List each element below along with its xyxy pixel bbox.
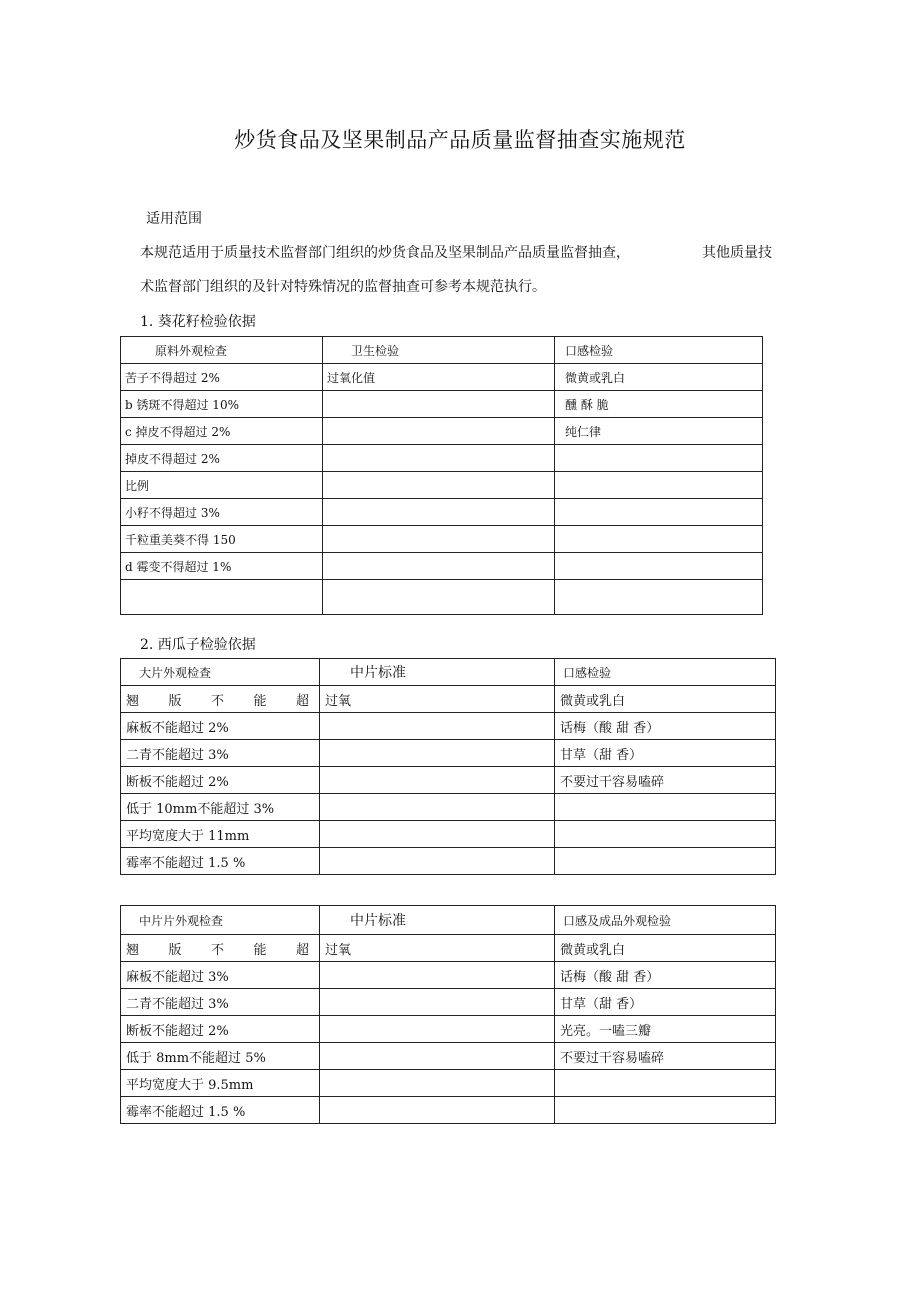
- table-cell: [555, 526, 763, 553]
- spread-char: 版: [168, 693, 182, 709]
- table-row: [121, 526, 763, 553]
- table-cell: 光亮。一嗑三瓣: [555, 1016, 776, 1043]
- medium-melon-seed-table: [120, 905, 776, 1124]
- spread-char: 超: [295, 942, 309, 958]
- table-cell: [121, 580, 323, 615]
- table-row: [121, 418, 763, 445]
- table-cell: 霉率不能超过 1.5 %: [121, 848, 320, 875]
- scope-paragraph-line-1-end: 其他质量技: [702, 245, 772, 261]
- table-row: [121, 364, 763, 391]
- header-cell: 口感检验: [555, 659, 776, 686]
- large-melon-seed-table: [120, 658, 776, 875]
- table-cell: 苦子不得超过 2%: [121, 364, 323, 391]
- sunflower-seed-table: [120, 336, 763, 615]
- scope-paragraph-line-2: 术监督部门组织的及针对特殊情况的监督抽查可参考本规范执行。: [140, 279, 546, 295]
- spread-char: 不: [210, 693, 224, 709]
- table-cell: [320, 1070, 555, 1097]
- table-header-row: [121, 659, 776, 686]
- table-cell: 甘草（甜 香）: [555, 989, 776, 1016]
- table-cell: [320, 713, 555, 740]
- header-cell: 中片标准: [320, 659, 555, 686]
- table-row: [121, 1070, 776, 1097]
- header-cell: 原料外观检查: [121, 337, 323, 364]
- table-cell: [323, 391, 555, 418]
- spread-char: 翘: [126, 942, 140, 958]
- table-cell: [121, 686, 320, 713]
- table-cell: 掉皮不得超过 2%: [121, 445, 323, 472]
- table-cell: 不要过干容易嗑碎: [555, 1043, 776, 1070]
- table-cell: [320, 740, 555, 767]
- table-cell: [555, 472, 763, 499]
- table-cell: [323, 472, 555, 499]
- table-row: [121, 794, 776, 821]
- table-row: [121, 1097, 776, 1124]
- table-cell: 微黄或乳白: [555, 686, 776, 713]
- table-cell: b 锈斑不得超过 10%: [121, 391, 323, 418]
- table-row: [121, 1016, 776, 1043]
- table-cell: 平均宽度大于 11mm: [121, 821, 320, 848]
- header-cell: 口感及成品外观检验: [555, 906, 776, 935]
- table-cell: 话梅（酸 甜 香）: [555, 962, 776, 989]
- document-title: 炒货食品及坚果制品产品质量监督抽查实施规范: [234, 128, 686, 152]
- scope-heading: 适用范围: [146, 211, 202, 227]
- spread-char: 超: [295, 693, 309, 709]
- spread-char: 版: [168, 942, 182, 958]
- table-row: [121, 740, 776, 767]
- scope-paragraph-line-1: 本规范适用于质量技术监督部门组织的炒货食品及坚果制品产品质量监督抽查，: [140, 245, 630, 261]
- table-cell: 纯仁律: [555, 418, 763, 445]
- table-cell: 过氧: [320, 686, 555, 713]
- table-cell: 微黄或乳白: [555, 364, 763, 391]
- table-cell: 千粒重美葵不得 150: [121, 526, 323, 553]
- table-cell: [121, 935, 320, 962]
- table-cell: [555, 553, 763, 580]
- table-cell: [555, 794, 776, 821]
- table-cell: 比例: [121, 472, 323, 499]
- table-cell: 低于 8mm不能超过 5%: [121, 1043, 320, 1070]
- spread-char: 能: [253, 942, 267, 958]
- spread-char: 不: [210, 942, 224, 958]
- section-2-heading: 2. 西瓜子检验依据: [140, 637, 256, 653]
- table-cell: 二青不能超过 3%: [121, 740, 320, 767]
- table-row: [121, 472, 763, 499]
- table-cell: [323, 580, 555, 615]
- header-cell: 卫生检验: [323, 337, 555, 364]
- table-row: [121, 713, 776, 740]
- table-cell: 断板不能超过 2%: [121, 767, 320, 794]
- table-cell: [320, 962, 555, 989]
- table-cell: [555, 580, 763, 615]
- table-cell: 麻板不能超过 3%: [121, 962, 320, 989]
- table-cell: 低于 10mm不能超过 3%: [121, 794, 320, 821]
- table-row: [121, 935, 776, 962]
- table-header-row: [121, 906, 776, 935]
- table-cell: 过氧: [320, 935, 555, 962]
- table-cell: [320, 989, 555, 1016]
- table-row: [121, 391, 763, 418]
- table-cell: 醺 酥 脆: [555, 391, 763, 418]
- table-row: [121, 445, 763, 472]
- table-cell: [323, 499, 555, 526]
- table-cell: [320, 767, 555, 794]
- table-row: [121, 499, 763, 526]
- table-cell: 二青不能超过 3%: [121, 989, 320, 1016]
- table-cell: [320, 1043, 555, 1070]
- table-cell: [323, 553, 555, 580]
- table-row: [121, 989, 776, 1016]
- table-cell: 甘草（甜 香）: [555, 740, 776, 767]
- table-row: [121, 686, 776, 713]
- table-cell: 过氧化值: [323, 364, 555, 391]
- table-cell: 麻板不能超过 2%: [121, 713, 320, 740]
- table-row: [121, 767, 776, 794]
- table-cell: [555, 1097, 776, 1124]
- header-cell: 口感检验: [555, 337, 763, 364]
- table-cell: 平均宽度大于 9.5mm: [121, 1070, 320, 1097]
- table-cell: [320, 821, 555, 848]
- table-cell: [323, 418, 555, 445]
- table-header-row: [121, 337, 763, 364]
- table-row: [121, 580, 763, 615]
- header-cell: 中片片外观检查: [121, 906, 320, 935]
- table-cell: c 掉皮不得超过 2%: [121, 418, 323, 445]
- table-cell: d 霉变不得超过 1%: [121, 553, 323, 580]
- table-cell: 断板不能超过 2%: [121, 1016, 320, 1043]
- table-cell: [320, 1097, 555, 1124]
- table-cell: [555, 499, 763, 526]
- table-cell: [555, 445, 763, 472]
- table-cell: 小籽不得超过 3%: [121, 499, 323, 526]
- table-row: [121, 848, 776, 875]
- spread-char: 能: [253, 693, 267, 709]
- table-cell: [555, 821, 776, 848]
- table-cell: 微黄或乳白: [555, 935, 776, 962]
- table-cell: [555, 848, 776, 875]
- table-row: [121, 821, 776, 848]
- table-row: [121, 962, 776, 989]
- table-cell: [555, 1070, 776, 1097]
- header-cell: 中片标准: [320, 906, 555, 935]
- table-cell: [323, 526, 555, 553]
- table-cell: 话梅（酸 甜 香）: [555, 713, 776, 740]
- spread-char: 翘: [126, 693, 140, 709]
- section-1-heading: 1. 葵花籽检验依据: [140, 314, 256, 330]
- table-cell: 不要过干容易嗑碎: [555, 767, 776, 794]
- table-row: [121, 553, 763, 580]
- table-cell: [320, 794, 555, 821]
- table-cell: [320, 848, 555, 875]
- table-cell: 霉率不能超过 1.5 %: [121, 1097, 320, 1124]
- header-cell: 大片外观检查: [121, 659, 320, 686]
- table-cell: [323, 445, 555, 472]
- table-row: [121, 1043, 776, 1070]
- table-cell: [320, 1016, 555, 1043]
